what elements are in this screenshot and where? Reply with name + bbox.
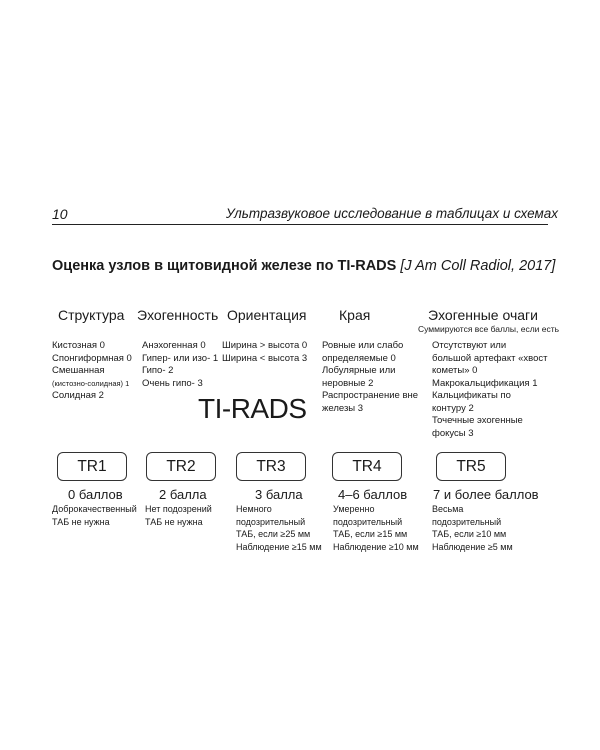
description-line: ТАБ, если ≥25 мм [236,529,311,539]
structure-item: (кистозно-солидная) 1 [52,378,130,388]
description-line: Умеренно [333,504,375,514]
tr5-score: 7 и более баллов [433,487,539,502]
figure-citation: [J Am Coll Radiol, 2017] [400,258,556,274]
structure-item: Кистозная 0 [52,340,105,351]
tr1-description [52,503,137,528]
echogenic-foci-item: Точечные эхогенные [432,415,523,426]
column-heading-orientation: Ориентация [227,307,307,323]
echogenic-foci-list [432,340,547,440]
tr1-box: TR1 [57,452,127,481]
tr4-score: 4–6 баллов [338,487,408,502]
description-line: подозрительный [236,516,306,527]
description-line: ТАБ, если ≥15 мм [333,529,408,539]
echogenic-foci-item: фокусы 3 [432,427,474,439]
tr2-box: TR2 [146,452,216,481]
margins-item: железы 3 [322,402,364,414]
tr2-description [145,503,212,528]
column-heading-echogenicity: Эхогенность [137,307,219,323]
margins-item: Распространение вне [322,390,419,401]
description-line: ТАБ не нужна [145,516,203,527]
structure-list [52,340,132,403]
description-line: ТАБ, если ≥10 мм [432,529,507,539]
structure-item: Спонгиформная 0 [52,352,132,364]
tr1-score: 0 баллов [68,487,123,502]
margins-item: Ровные или слабо [322,340,404,351]
orientation-item: Ширина > высота 0 [222,340,308,351]
echogenic-foci-note: Суммируются все баллы, если есть [418,324,560,334]
orientation-list [222,340,307,365]
margins-item: неровные 2 [322,377,374,389]
column-heading-echogenic-foci: Эхогенные очаги [428,307,538,323]
tr5-box: TR5 [436,452,506,481]
description-line: Доброкачественный [52,504,137,514]
description-line: Наблюдение ≥10 мм [333,541,419,552]
echogenic-foci-item: кометы» 0 [432,365,478,376]
structure-item: Смешанная [52,365,105,376]
header-rule [52,224,548,225]
tirads-label: TI-RADS [198,393,307,424]
description-line: ТАБ не нужна [52,516,110,527]
margins-item: определяемые 0 [322,352,396,364]
description-line: подозрительный [333,516,403,527]
echogenicity-item: Анэхогенная 0 [142,340,206,351]
tr3-score: 3 балла [255,487,303,502]
description-line: Немного [236,504,272,514]
echogenic-foci-item: Макрокальцификация 1 [432,377,538,389]
description-line: Весьма [432,504,464,514]
echogenicity-list [142,340,218,390]
echogenic-foci-item: большой артефакт «хвост [432,352,548,364]
echogenic-foci-item: Отсутствуют или [432,340,507,351]
margins-item: Лобулярные или [322,365,396,376]
tr2-score: 2 балла [159,487,207,502]
tr5-description [432,503,513,553]
structure-item: Солидная 2 [52,390,104,401]
margins-list [322,340,418,415]
echogenic-foci-item: контуру 2 [432,402,474,414]
echogenic-foci-item: Кальцификаты по [432,390,511,401]
orientation-item: Ширина < высота 3 [222,352,308,364]
page-number: 10 [52,206,68,222]
running-title: Ультразвуковое исследование в таблицах и схемах [226,206,558,221]
column-heading-margins: Края [339,307,371,323]
column-heading-structure: Структура [58,307,125,323]
echogenicity-item: Гипо- 2 [142,365,174,376]
figure-title [52,258,555,274]
tr3-box: TR3 [236,452,306,481]
description-line: Наблюдение ≥15 мм [236,541,322,552]
figure-title-text: Оценка узлов в щитовидной железе по TI-RADS [52,258,397,274]
description-line: Нет подозрений [145,504,212,514]
tr4-box: TR4 [332,452,402,481]
echogenicity-item: Очень гипо- 3 [142,377,203,389]
echogenicity-item: Гипер- или изо- 1 [142,352,219,364]
description-line: Наблюдение ≥5 мм [432,541,513,552]
description-line: подозрительный [432,516,502,527]
tr3-description [236,503,322,553]
tr4-description [333,503,419,553]
